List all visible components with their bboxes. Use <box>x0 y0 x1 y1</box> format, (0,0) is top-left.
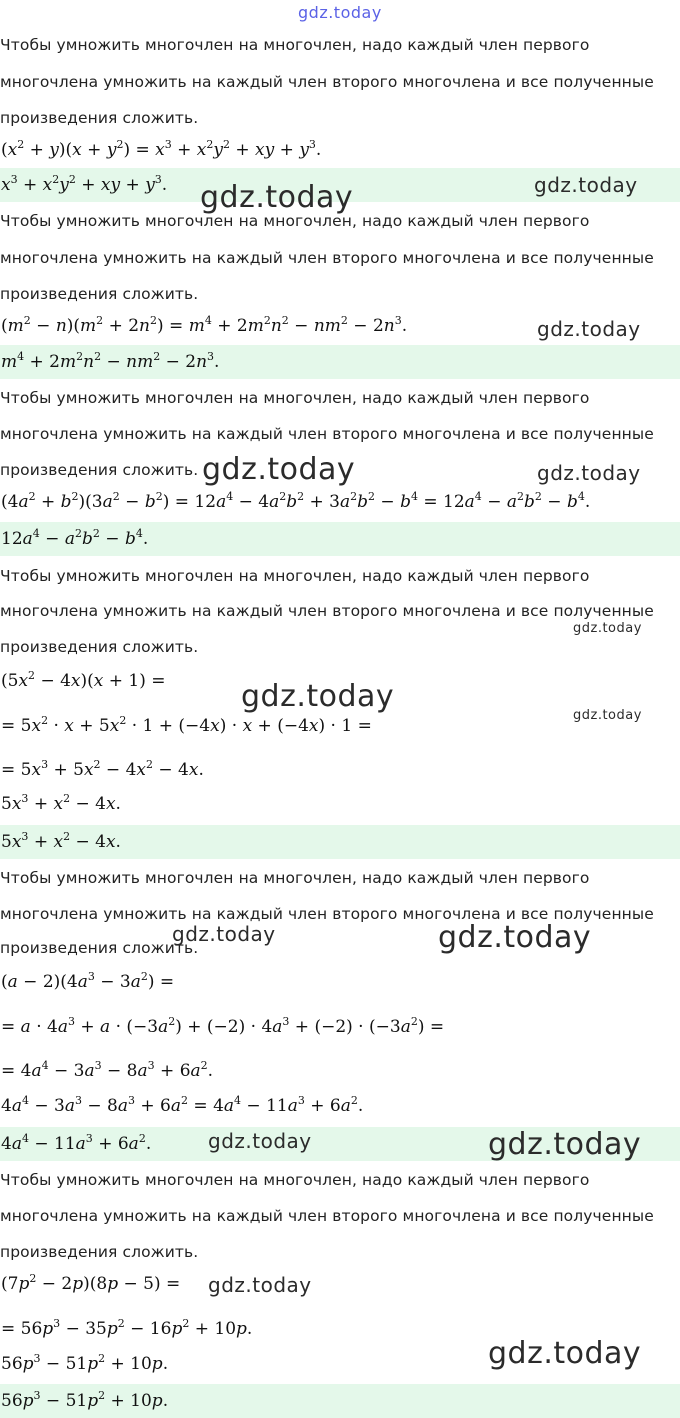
math-line: = $5x^3 + 5x^2 - 4x^2 - 4x$. <box>1 758 204 780</box>
watermark: gdz.today <box>573 621 642 636</box>
answer-math: $x^3 + x^2y^2$ + xy + $y^3$. <box>1 173 168 195</box>
math-line: $(m^2 - n)(m^2 + 2n^2) = m^4 + 2m^2n^2 - nm^2 - 2n^3$. <box>1 314 408 336</box>
rule-text-line-2: многочлена умножить на каждый член второго многочлена и все полученные <box>0 905 654 923</box>
rule-text-line-3: произведения сложить. <box>0 1243 199 1261</box>
math-line: $(5x^2 - 4x)(x + 1)$ = <box>1 669 166 691</box>
rule-text-line-2: многочлена умножить на каждый член второго многочлена и все полученные <box>0 73 654 91</box>
math-line: $(x^2 + y)(x + y^2) = x^3 + x^2y^2$ + xy + $y^3$. <box>1 138 322 160</box>
answer-math: $5x^3 + x^2 - 4x$. <box>1 830 121 852</box>
rule-text-line-2: многочлена умножить на каждый член второго многочлена и все полученные <box>0 249 654 267</box>
math-line: = $5x^2 \cdot x + 5x^2 \cdot 1 + (-4x) \cdot x + (-4x) \cdot 1$ = <box>1 714 372 736</box>
rule-text-line-1: Чтобы умножить многочлен на многочлен, надо каждый член первого <box>0 389 590 407</box>
math-line: = $4a^4 - 3a^3 - 8a^3 + 6a^2$. <box>1 1059 214 1081</box>
answer-box <box>0 825 680 859</box>
math-line: $(4a^2 + b^2)(3a^2 - b^2) = 12a^4 - 4a^2b^2 + 3a^2b^2 - b^4 = 12a^4 - a^2b^2 - b^4$. <box>1 490 591 512</box>
math-line: $5x^3 + x^2 - 4x$. <box>1 792 121 814</box>
answer-math: $m^4 + 2m^2n^2 - nm^2 - 2n^3$. <box>1 350 220 372</box>
rule-text-line-3: произведения сложить. <box>0 285 199 303</box>
watermark: gdz.today <box>488 1336 642 1371</box>
math-line: = $56p^3 - 35p^2 - 16p^2 + 10p$. <box>1 1317 253 1339</box>
math-line: $(7p^2 - 2p)(8p - 5)$ = <box>1 1272 181 1294</box>
answer-math: $4a^4 - 11a^3 + 6a^2$. <box>1 1132 152 1154</box>
math-line: = $a \cdot 4a^3 + a \cdot (-3a^2) + (-2) \cdot 4a^3 + (-2) \cdot (-3a^2)$ = <box>1 1015 445 1037</box>
watermark: gdz.today <box>208 1129 312 1153</box>
watermark: gdz.today <box>241 679 395 714</box>
rule-text-line-2: многочлена умножить на каждый член второго многочлена и все полученные <box>0 602 654 620</box>
rule-text-line-2: многочлена умножить на каждый член второго многочлена и все полученные <box>0 425 654 443</box>
math-line: $4a^4 - 3a^3 - 8a^3 + 6a^2 = 4a^4 - 11a^3 + 6a^2$. <box>1 1094 364 1116</box>
watermark: gdz.today <box>537 461 641 485</box>
answer-box <box>0 522 680 556</box>
rule-text-line-3: произведения сложить. <box>0 109 199 127</box>
math-line: $56p^3 - 51p^2 + 10p$. <box>1 1352 169 1374</box>
rule-text-line-2: многочлена умножить на каждый член второго многочлена и все полученные <box>0 1207 654 1225</box>
watermark: gdz.today <box>438 920 592 955</box>
watermark: gdz.today <box>200 180 354 215</box>
rule-text-line-1: Чтобы умножить многочлен на многочлен, надо каждый член первого <box>0 869 590 887</box>
rule-text-line-1: Чтобы умножить многочлен на многочлен, надо каждый член первого <box>0 567 590 585</box>
watermark: gdz.today <box>488 1127 642 1162</box>
watermark: gdz.today <box>298 3 382 22</box>
answer-math: $56p^3 - 51p^2 + 10p$. <box>1 1389 169 1411</box>
answer-box <box>0 345 680 379</box>
watermark: gdz.today <box>537 317 641 341</box>
rule-text-line-1: Чтобы умножить многочлен на многочлен, надо каждый член первого <box>0 36 590 54</box>
rule-text-line-1: Чтобы умножить многочлен на многочлен, надо каждый член первого <box>0 1171 590 1189</box>
watermark: gdz.today <box>202 452 356 487</box>
watermark: gdz.today <box>573 708 642 723</box>
answer-math: $12a^4 - a^2b^2 - b^4$. <box>1 527 149 549</box>
math-line: $(a - 2)(4a^3 - 3a^2)$ = <box>1 970 175 992</box>
rule-text-line-3: произведения сложить. <box>0 939 199 957</box>
rule-text-line-1: Чтобы умножить многочлен на многочлен, надо каждый член первого <box>0 212 590 230</box>
watermark: gdz.today <box>534 173 638 197</box>
watermark: gdz.today <box>172 922 276 946</box>
rule-text-line-3: произведения сложить. <box>0 638 199 656</box>
watermark: gdz.today <box>208 1273 312 1297</box>
answer-box <box>0 1384 680 1418</box>
rule-text-line-3: произведения сложить. <box>0 461 199 479</box>
